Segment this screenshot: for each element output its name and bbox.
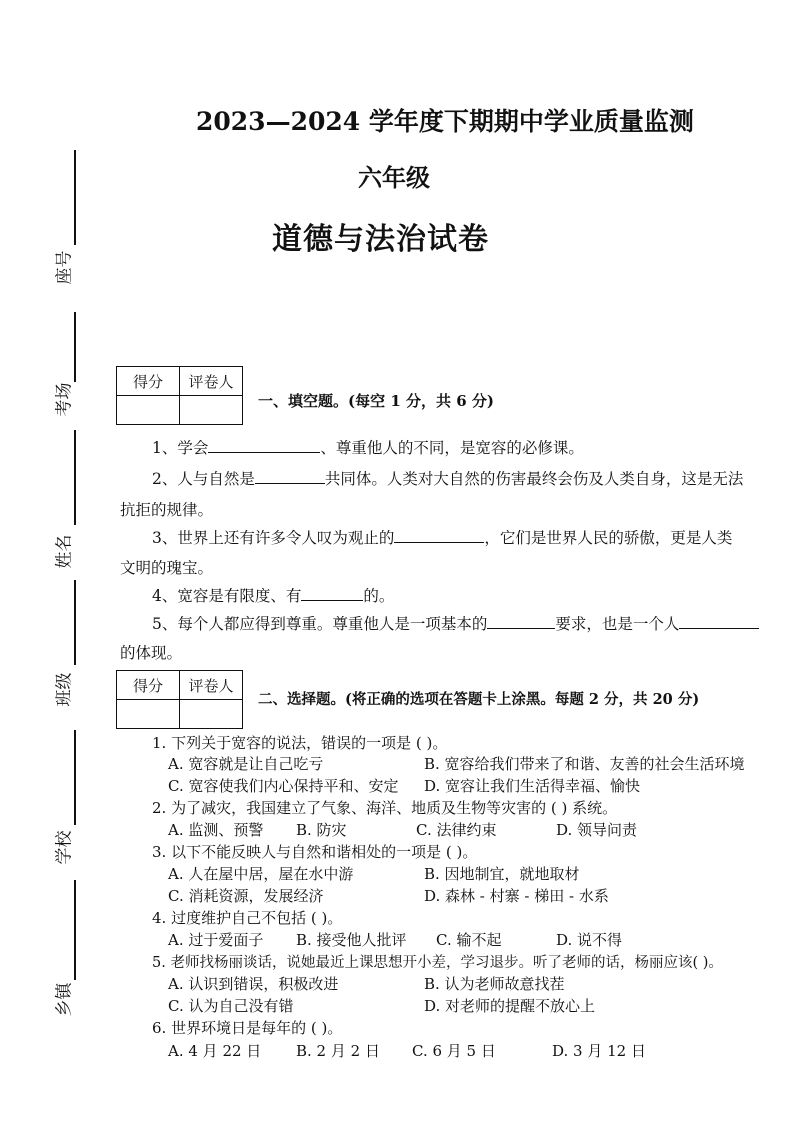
answer-blank[interactable] [208, 438, 320, 453]
subject-title: 道德与法治试卷 [272, 222, 489, 257]
question-6-option-c[interactable]: C. 6 月 5 日 [412, 1042, 496, 1060]
score-header: 得分 [117, 671, 180, 700]
score-box-1 [116, 366, 243, 425]
question-1-option-d[interactable]: D. 宽容让我们生活得幸福、愉快 [424, 777, 641, 795]
answer-blank[interactable] [255, 469, 325, 484]
question-4-option-c[interactable]: C. 输不起 [436, 931, 502, 949]
question-3-option-d[interactable]: D. 森林 - 村寨 - 梯田 - 水系 [424, 887, 609, 905]
fill-item-3-cont: 文明的瑰宝。 [120, 559, 214, 577]
question-3-option-a[interactable]: A. 人在屋中居，屋在水中游 [168, 865, 354, 883]
question-6-stem: 6. 世界环境日是每年的 ( )。 [152, 1019, 343, 1037]
score-cell[interactable] [117, 700, 180, 729]
question-1-option-b[interactable]: B. 宽容给我们带来了和谐、友善的社会生活环境 [424, 755, 745, 773]
class-line [74, 580, 76, 665]
exam-title: 2023—2024 学年度下期期中学业质量监测 [196, 107, 694, 136]
fill-item-4: 4、宽容是有限度、有 的。 [152, 587, 395, 605]
question-2-option-b[interactable]: B. 防灾 [296, 821, 347, 839]
question-5-option-d[interactable]: D. 对老师的提醒不放心上 [424, 997, 596, 1015]
question-1-option-c[interactable]: C. 宽容使我们内心保持平和、安定 [168, 777, 399, 795]
town-label: 乡镇 [54, 982, 75, 1017]
question-4-option-d[interactable]: D. 说不得 [556, 931, 623, 949]
question-3-option-b[interactable]: B. 因地制宜，就地取材 [424, 865, 580, 883]
answer-blank[interactable] [394, 528, 484, 543]
question-1-option-a[interactable]: A. 宽容就是让自己吃亏 [168, 755, 324, 773]
answer-blank[interactable] [679, 614, 759, 629]
question-3-stem: 3. 以下不能反映人与自然和谐相处的一项是 ( )。 [152, 843, 478, 861]
question-1-stem: 1. 下列关于宽容的说法，错误的一项是 ( )。 [152, 734, 448, 752]
fill-item-2: 2、人与自然是 共同体。人类对大自然的伤害最终会伤及人类自身，这是无法 [152, 470, 744, 488]
grader-cell[interactable] [180, 396, 243, 425]
fill-item-2-cont: 抗拒的规律。 [120, 501, 214, 519]
answer-blank[interactable] [487, 614, 555, 629]
grade-label: 六年级 [358, 163, 430, 192]
fill-item-3: 3、世界上还有许多令人叹为观止的 ，它们是世界人民的骄傲，更是人类 [152, 529, 733, 547]
question-5-option-a[interactable]: A. 认识到错误，积极改进 [168, 975, 339, 993]
question-6-option-d[interactable]: D. 3 月 12 日 [552, 1042, 646, 1060]
class-label: 班级 [54, 672, 75, 707]
grader-header: 评卷人 [180, 671, 243, 700]
section-1-heading: 一、填空题。(每空 1 分，共 6 分) [258, 392, 494, 410]
seat-label: 座号 [54, 250, 75, 285]
question-4-option-a[interactable]: A. 过于爱面子 [168, 931, 264, 949]
score-cell[interactable] [117, 396, 180, 425]
question-6-option-b[interactable]: B. 2 月 2 日 [296, 1042, 380, 1060]
question-4-stem: 4. 过度维护自己不包括 ( )。 [152, 909, 343, 927]
town-line [74, 880, 76, 980]
seat-line [74, 150, 76, 245]
fill-item-1: 1、学会 、尊重他人的不同，是宽容的必修课。 [152, 439, 584, 457]
grader-cell[interactable] [180, 700, 243, 729]
question-5-option-b[interactable]: B. 认为老师故意找茬 [424, 975, 565, 993]
exam-room-label: 考场 [54, 382, 75, 417]
question-2-stem: 2. 为了减灾，我国建立了气象、海洋、地质及生物等灾害的 ( ) 系统。 [152, 799, 618, 817]
question-2-option-c[interactable]: C. 法律约束 [416, 821, 497, 839]
question-4-option-b[interactable]: B. 接受他人批评 [296, 931, 407, 949]
school-line [74, 730, 76, 825]
name-label: 姓名 [54, 534, 75, 569]
question-5-option-c[interactable]: C. 认为自己没有错 [168, 997, 294, 1015]
question-6-option-a[interactable]: A. 4 月 22 日 [168, 1042, 262, 1060]
answer-blank[interactable] [301, 586, 363, 601]
exam-room-line [74, 312, 76, 382]
section-2-heading: 二、选择题。(将正确的选项在答题卡上涂黑。每题 2 分，共 20 分) [258, 691, 700, 708]
grader-header: 评卷人 [180, 367, 243, 396]
name-line [74, 430, 76, 525]
score-header: 得分 [117, 367, 180, 396]
question-2-option-a[interactable]: A. 监测、预警 [168, 821, 264, 839]
question-3-option-c[interactable]: C. 消耗资源，发展经济 [168, 887, 324, 905]
question-5-stem: 5. 老师找杨丽谈话，说她最近上课思想开小差，学习退步。听了老师的话，杨丽应该( )。 [152, 955, 723, 971]
question-2-option-d[interactable]: D. 领导问责 [556, 821, 638, 839]
fill-item-5: 5、每个人都应得到尊重。尊重他人是一项基本的 要求，也是一个人 [152, 612, 759, 634]
fill-item-5-cont: 的体现。 [120, 644, 183, 662]
school-label: 学校 [54, 830, 75, 865]
score-box-2 [116, 670, 243, 729]
